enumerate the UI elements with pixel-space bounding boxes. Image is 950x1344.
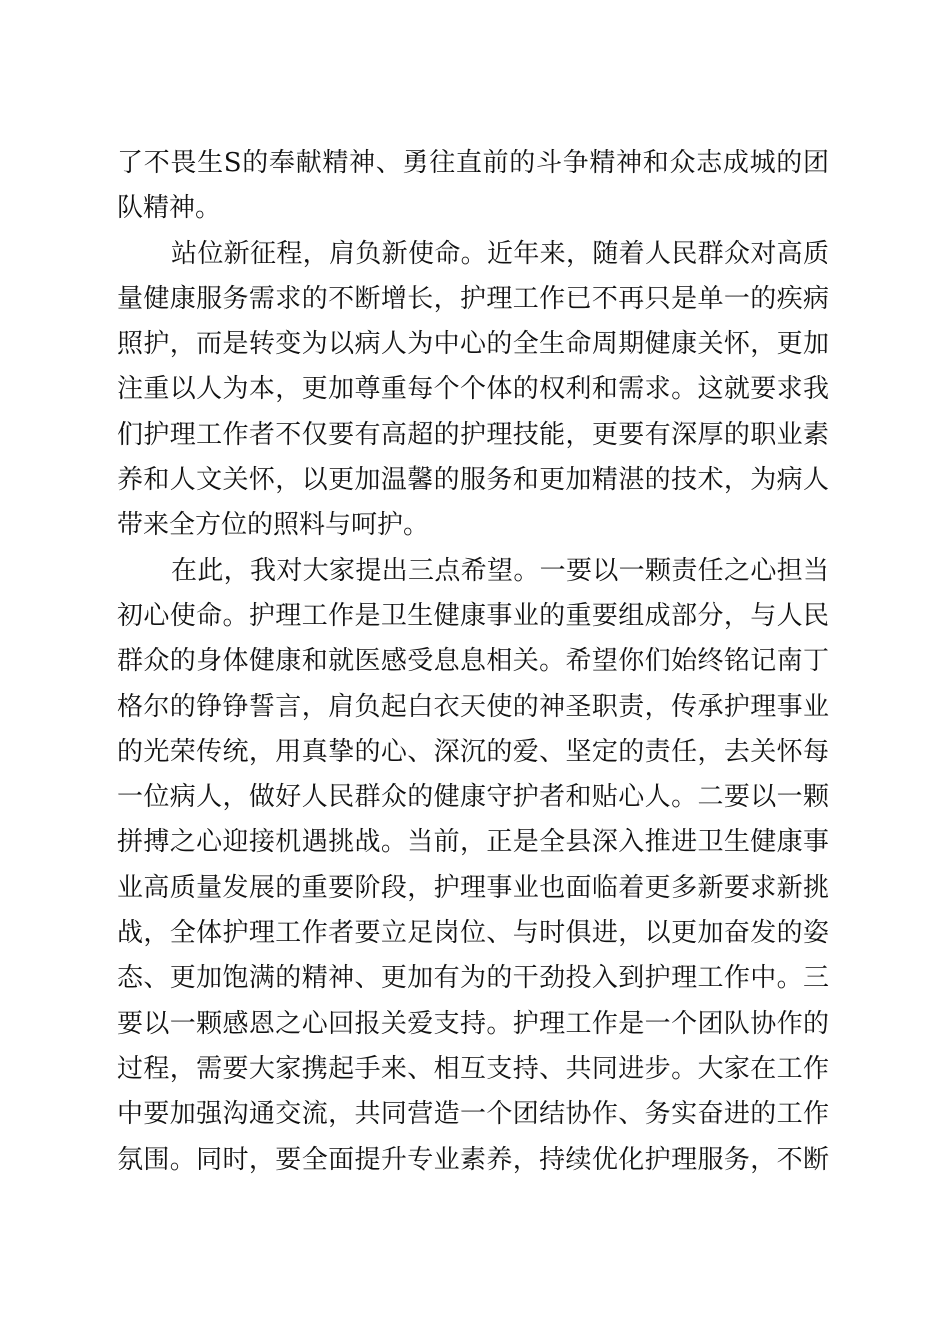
text-line: 的光荣传统，用真挚的心、深沉的爱、坚定的责任，去关怀每 bbox=[117, 736, 829, 767]
text-line: 们护理工作者不仅要有高超的护理技能，更要有深厚的职业素 bbox=[117, 419, 829, 450]
text-line: 养和人文关怀，以更加温馨的服务和更加精湛的技术，为病人 bbox=[117, 465, 829, 496]
text-line: 量健康服务需求的不断增长，护理工作已不再只是单一的疾病 bbox=[117, 283, 829, 314]
text-line: 战，全体护理工作者要立足岗位、与时俱进，以更加奋发的姿 bbox=[117, 918, 829, 949]
paragraph-first-line: 站位新征程，肩负新使命。近年来，随着人民群众对高质 bbox=[171, 238, 829, 269]
text-line: 要以一颗感恩之心回报关爱支持。护理工作是一个团队协作的 bbox=[117, 1008, 829, 1039]
text-line: 业高质量发展的重要阶段，护理事业也面临着更多新要求新挑 bbox=[117, 872, 829, 903]
text-line: 格尔的铮铮誓言，肩负起白衣天使的神圣职责，传承护理事业 bbox=[117, 691, 829, 722]
text-line: 初心使命。护理工作是卫生健康事业的重要组成部分，与人民 bbox=[117, 600, 829, 631]
text-line: 一位病人，做好人民群众的健康守护者和贴心人。二要以一颗 bbox=[117, 782, 829, 813]
text-line: 照护，而是转变为以病人为中心的全生命周期健康关怀，更加 bbox=[117, 329, 829, 360]
text-line: 注重以人为本，更加尊重每个个体的权利和需求。这就要求我 bbox=[117, 374, 829, 405]
text-line: 拼搏之心迎接机遇挑战。当前，正是全县深入推进卫生健康事 bbox=[117, 827, 829, 858]
text-line: 群众的身体健康和就医感受息息相关。希望你们始终铭记南丁 bbox=[117, 646, 829, 677]
text-line: 态、更加饱满的精神、更加有为的干劲投入到护理工作中。三 bbox=[117, 963, 829, 994]
body-text bbox=[117, 141, 829, 1183]
text-line: 带来全方位的照料与呵护。 bbox=[117, 510, 430, 541]
paragraph-first-line: 在此，我对大家提出三点希望。一要以一颗责任之心担当 bbox=[171, 555, 829, 586]
text-line: 队精神。 bbox=[117, 193, 222, 224]
text-line: 过程，需要大家携起手来、相互支持、共同进步。大家在工作 bbox=[117, 1053, 829, 1084]
text-line: 中要加强沟通交流，共同营造一个团结协作、务实奋进的工作 bbox=[117, 1099, 829, 1130]
text-line: 了不畏生S的奉献精神、勇往直前的斗争精神和众志成城的团 bbox=[117, 148, 829, 178]
text-line: 氛围。同时，要全面提升专业素养，持续优化护理服务，不断 bbox=[117, 1144, 829, 1175]
